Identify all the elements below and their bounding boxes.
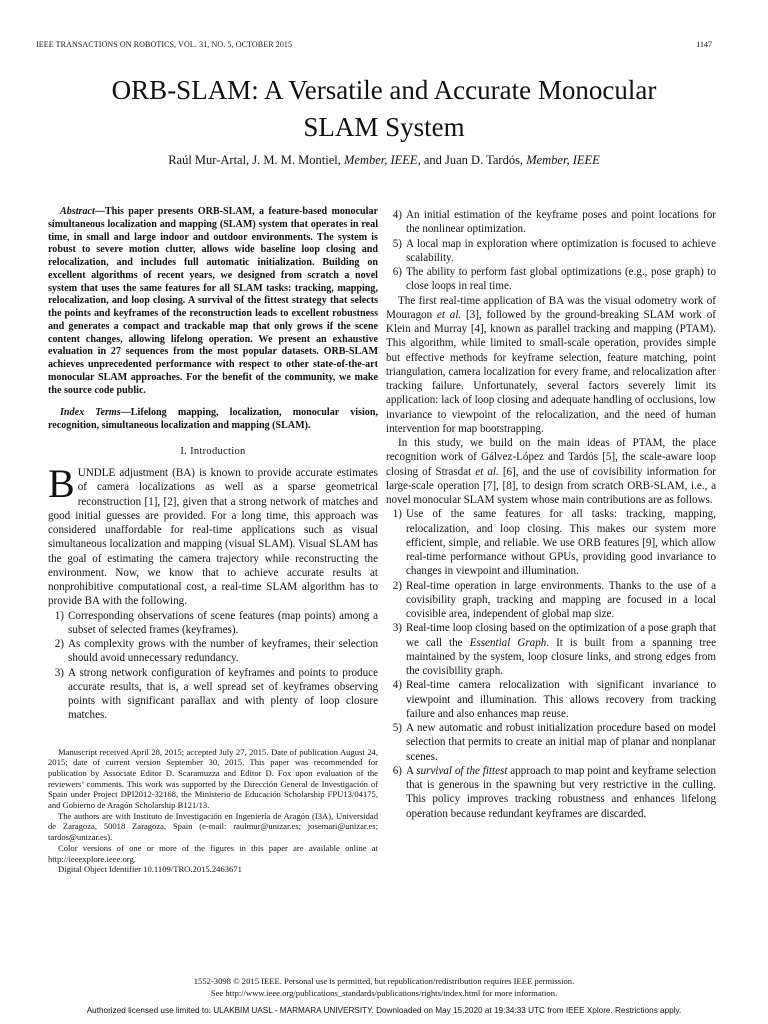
footnote-doi: Digital Object Identifier 10.1109/TRO.2015.2463671 [58, 864, 242, 875]
et-al: et al. [475, 465, 499, 478]
essential-graph-term: Essential Graph [469, 636, 547, 649]
list-text [406, 765, 716, 820]
journal-header: IEEE TRANSACTIONS ON ROBOTICS, VOL. 31, NO. 5, OCTOBER 2015 [36, 40, 293, 49]
paper-title [0, 72, 768, 146]
c6-text-a: A [406, 764, 417, 777]
contributions-list [386, 507, 716, 821]
license-notice: Authorized licensed use limited to: ULAKBIM UASL - MARMARA UNIVERSITY. Downloaded on May 15,2020 at 19:34:33 UTC from IEEE Xplore. Restrictions apply. [86, 1006, 682, 1015]
member-tag-1: Member, IEEE [343, 153, 418, 167]
title-line-1: ORB-SLAM: A Versatile and Accurate Monocular [111, 75, 657, 105]
list-number: 4) [392, 209, 402, 221]
index-terms-text: Lifelong mapping, localization, monocular vision, recognition, simultaneous localization and mapping (SLAM). [48, 407, 378, 431]
list-item [386, 678, 716, 721]
list-item [386, 579, 716, 622]
list-number: 6) [392, 266, 402, 278]
list-number: 5) [392, 722, 402, 734]
list-item [386, 265, 716, 294]
list-item [48, 609, 378, 638]
abstract-label: Abstract— [60, 206, 105, 217]
requirements-list-left [48, 609, 378, 723]
list-item [48, 666, 378, 723]
c3-text-a: Real-time loop closing based on the optimization of a pose graph that we call the [406, 622, 716, 649]
author-list [0, 153, 768, 168]
list-item [48, 637, 378, 666]
member-tag-2: Member, IEEE [526, 153, 600, 167]
footnote-manuscript: Manuscript received April 28, 2015; accepted July 27, 2015. Date of publication August 24, 2015; date of current version September 30, 2015. This paper was recommended for publication by Associate Editor D. Scaramuzza and Editor D. Fox upon evaluation of the reviewers’ comments. This work was supported by the Dirección General de Investigación of Spain under Project DPI2012-32168, the Ministerio de Educación Scholarship FPU13/04175, and Gobierno de Aragón Scholarship B121/13. [48, 746, 378, 811]
page-number: 1147 [696, 40, 712, 49]
list-text: An initial estimation of the keyframe poses and point locations for the nonlinear optimization. [406, 209, 716, 236]
list-item [386, 507, 716, 578]
list-text: Real-time camera relocalization with significant invariance to viewpoint and illumination. This allows recovery from tracking failure and also enhances map reuse. [406, 679, 716, 720]
list-number: 5) [392, 237, 402, 250]
ptam-text-a: The first real-time application of BA was the visual odometry work of Mouragon [386, 294, 716, 321]
list-item [386, 764, 716, 821]
ptam-text-b: [3], followed by the ground-breaking SLAM work of Klein and Murray [4], known as parallel tracking and mapping (PTAM). This algorithm, while limited to small-scale operation, provides simple but effective methods for keyframe selection, feature matching, point triangulation, camera localization for every frame, and relocalization after tracking failure. Unfortunately, several factors severely limit its application: lack of loop closing and adequate handling of occlusions, low invariance to viewpoint of the relocalization, and the need of human intervention for map bootstrapping. [386, 308, 716, 435]
author-names-1: Raúl Mur-Artal, J. M. M. Montiel, [168, 153, 344, 167]
list-number: 3) [54, 666, 64, 679]
list-item [386, 621, 716, 678]
list-number: 4) [392, 679, 402, 692]
list-text: A new automatic and robust initialization procedure based on model selection that permits to create an initial map of planar and nonplanar scenes. [406, 722, 716, 763]
copyright-line-2: See http://www.ieee.org/publications_standards/publications/rights/index.html for more information. [210, 987, 558, 998]
survival-term: survival of the fittest [416, 764, 508, 777]
ptam-paragraph [386, 294, 716, 437]
list-text: The ability to perform fast global optimizations (e.g., pose graph) to close loops in real time. [406, 266, 716, 293]
footnote-affiliation: The authors are with Instituto de Investigación en Ingeniería de Aragón (I3A), Universidad de Zaragoza, 50018 Zaragoza, Spain (e-mail: raulmur@unizar.es; josemari@unizar.es; tardos@unizar.es). [48, 810, 378, 843]
list-text [406, 622, 716, 677]
list-number: 1) [54, 609, 64, 622]
abstract-text: This paper presents ORB-SLAM, a feature-based monocular simultaneous localization and mapping (SLAM) system that operates in real time, in small and large indoor and outdoor environments. The system is robust to severe motion clutter, allows wide baseline loop closing and relocalization, and includes full automatic initialization. Building on excellent algorithms of recent years, we designed from scratch a novel system that uses the same features for all SLAM tasks: tracking, mapping, relocalization, and loop closing. A survival of the fittest strategy that selects the points and keyframes of the reconstruction leads to excellent robustness and generates a compact and trackable map that only grows if the scene content changes, allowing lifelong operation. We present an exhaustive evaluation in 27 sequences from the most popular datasets. ORB-SLAM achieves unprecedented performance with respect to other state-of-the-art monocular SLAM approaches. For the benefit of the community, we make the source code public. [48, 206, 378, 396]
list-item [386, 208, 716, 237]
list-text: Corresponding observations of scene features (map points) among a subset of selected frames (keyframes). [68, 609, 378, 636]
list-item [386, 237, 716, 266]
contrib-text-a: In this study, we build on the main ideas of PTAM, the place recognition work of Gálvez-López and Tardós [5], the scale-aware loop closing of Strasdat [386, 437, 716, 478]
et-al: et al. [437, 308, 462, 321]
index-terms [48, 407, 378, 433]
drop-cap: B [48, 461, 75, 506]
list-number: 2) [392, 579, 402, 592]
list-text: Use of the same features for all tasks: tracking, mapping, relocalization, and loop closing. This makes our system more efficient, simple, and reliable. We use ORB features [9], which allow real-time performance without GPUs, providing good invariance to changes in viewpoint and illumination. [406, 508, 716, 578]
contrib-text-b: [6], and the use of covisibility information for large-scale operation [7], [8], to design from scratch ORB-SLAM, i.e., a novel monocular SLAM system whose main contributions are as follows. [386, 465, 716, 506]
footnote-color: Color versions of one or more of the figures in this paper are available online at http://ieeexplore.ieee.org. [48, 842, 378, 864]
index-terms-label: Index Terms— [60, 407, 131, 419]
list-text: Real-time operation in large environments. Thanks to the use of a covisibility graph, tracking and mapping are focused in a local covisible area, independent of global map size. [406, 579, 716, 620]
list-item [386, 721, 716, 764]
c3-text-b: . It is built from a spanning tree maintained by the system, loop closure links, and strong edges from the covisibility graph. [406, 636, 717, 677]
title-line-2: SLAM System [303, 112, 465, 142]
list-number: 2) [54, 638, 64, 650]
section-heading-introduction: I. Introduction [180, 445, 246, 457]
footnotes [48, 747, 378, 875]
intro-paragraph [48, 461, 378, 609]
abstract [48, 206, 378, 397]
requirements-list-right [386, 208, 716, 294]
copyright-notice [0, 976, 768, 999]
intro-text: UNDLE adjustment (BA) is known to provide accurate estimates of camera localizations as well as a sparse geometrical reconstruction [1], [2], given that a strong network of matches and good initial guesses are provided. For a long time, this approach was considered unaffordable for real-time applications such as visual simultaneous localization and mapping (visual SLAM). Visual SLAM has the goal of estimating the camera trajectory while reconstructing the environment. Now, we know that to achieve accurate results at nonprohibitive computational cost, a real-time SLAM algorithm has to provide BA with the following. [48, 467, 378, 608]
list-number: 3) [392, 622, 402, 635]
author-names-2: , and Juan D. Tardós, [417, 153, 527, 167]
copyright-line-1: 1552-3098 © 2015 IEEE. Personal use is permitted, but republication/redistribution requires IEEE permission. [193, 976, 575, 986]
left-column [48, 206, 378, 875]
list-number: 1) [392, 508, 402, 521]
list-text: As complexity grows with the number of keyframes, their selection should avoid unnecessary redundancy. [68, 638, 378, 665]
list-number: 6) [392, 764, 402, 777]
right-column [386, 208, 716, 821]
list-text: A local map in exploration where optimization is focused to achieve scalability. [406, 237, 716, 264]
c6-text-b: approach to map point and keyframe selection that is generous in the spawning but very restrictive in the culling. This policy improves tracking robustness and enhances lifelong operation because redundant keyframes are discarded. [406, 764, 716, 820]
list-text: A strong network configuration of keyframes and points to produce accurate results, that is, a well spread set of keyframes observing points with significant parallax and with plenty of loop closure matches. [68, 666, 378, 722]
contribution-intro-paragraph [386, 436, 716, 507]
